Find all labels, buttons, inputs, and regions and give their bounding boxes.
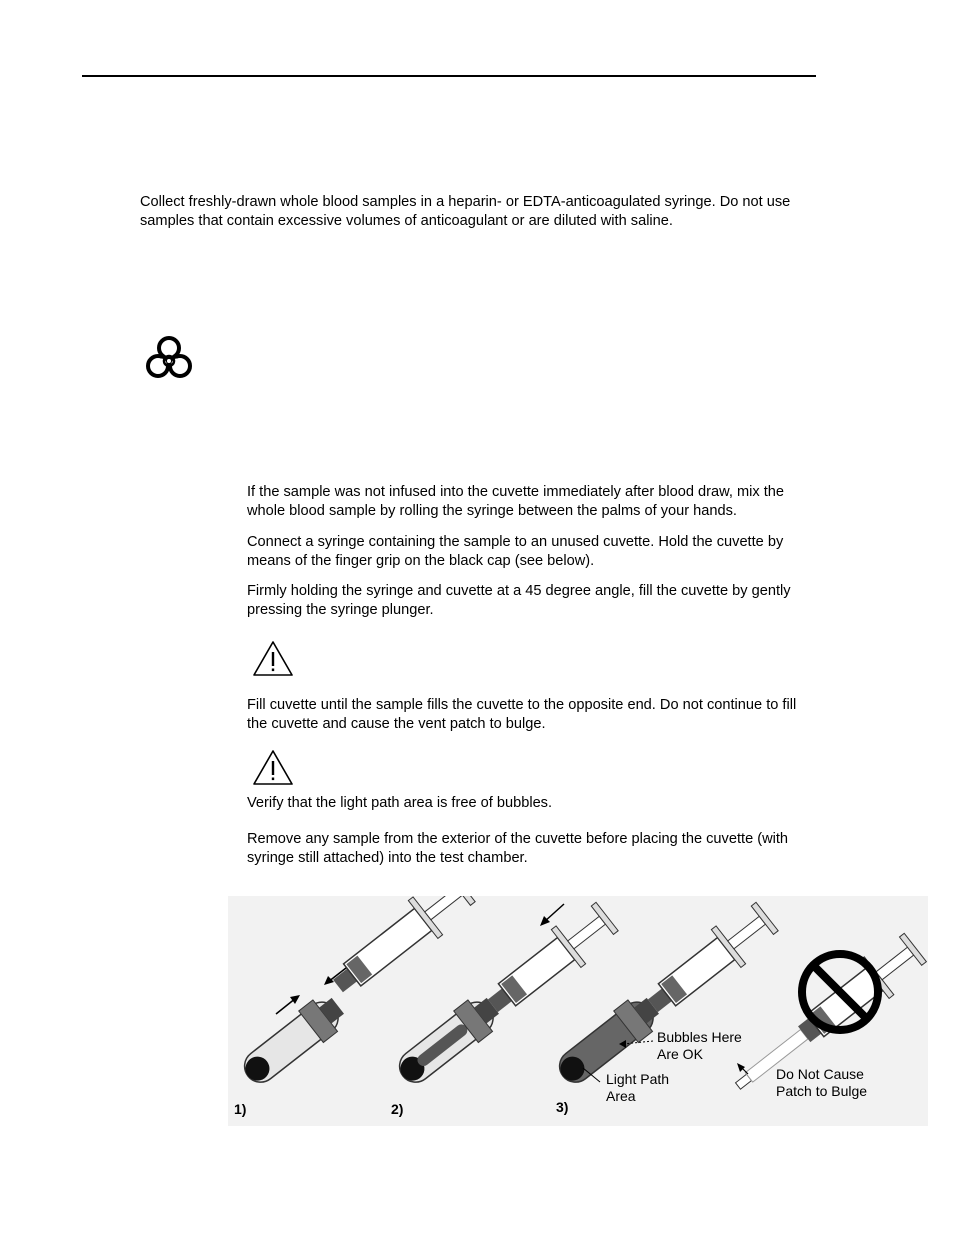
cuvette-filling-figure: [228, 896, 928, 1126]
step-connect-syringe: Connect a syringe containing the sample to an unused cuvette. Hold the cuvette by means of the finger grip on the black cap (see below).: [247, 534, 784, 569]
callout-light-path-line1: Light Path: [606, 1071, 670, 1087]
caution-triangle-icon: [252, 749, 294, 787]
callout-bulge-line1: Do Not Cause: [776, 1066, 864, 1082]
step-mix-sample: If the sample was not infused into the cuvette immediately after blood draw, mix the whole blood sample by rolling the syringe between the palms of your hands.: [247, 484, 785, 519]
intro-paragraph: Collect freshly-drawn whole blood samples in a heparin- or EDTA-anticoagulated syringe. Do not use samples that contain excessive volumes of anticoagulant or are diluted with saline.: [140, 194, 791, 229]
step-remove-sample: Remove any sample from the exterior of the cuvette before placing the cuvette (with syringe still attached) into the test chamber.: [247, 831, 789, 866]
callout-bubbles-line2: Are OK: [657, 1046, 703, 1062]
callout-light-path-line2: Area: [606, 1088, 636, 1104]
callout-bubbles-line1: Bubbles Here: [657, 1029, 742, 1045]
step-verify-bubbles: Verify that the light path area is free of bubbles.: [247, 795, 553, 811]
panel-label-1: 1): [234, 1101, 247, 1117]
step-fill-cuvette: Firmly holding the syringe and cuvette at a 45 degree angle, fill the cuvette by gently pressing the syringe plunger.: [247, 583, 791, 618]
header-rule: [82, 75, 816, 77]
panel-label-3: 3): [556, 1099, 569, 1115]
callout-bulge-line2: Patch to Bulge: [776, 1083, 868, 1099]
step-fill-until-end: Fill cuvette until the sample fills the cuvette to the opposite end. Do not continue to fill the cuvette and cause the vent patch to bulge.: [247, 697, 797, 732]
biohazard-icon: [144, 334, 194, 384]
panel-label-2: 2): [391, 1101, 404, 1117]
caution-triangle-icon: [252, 640, 294, 678]
